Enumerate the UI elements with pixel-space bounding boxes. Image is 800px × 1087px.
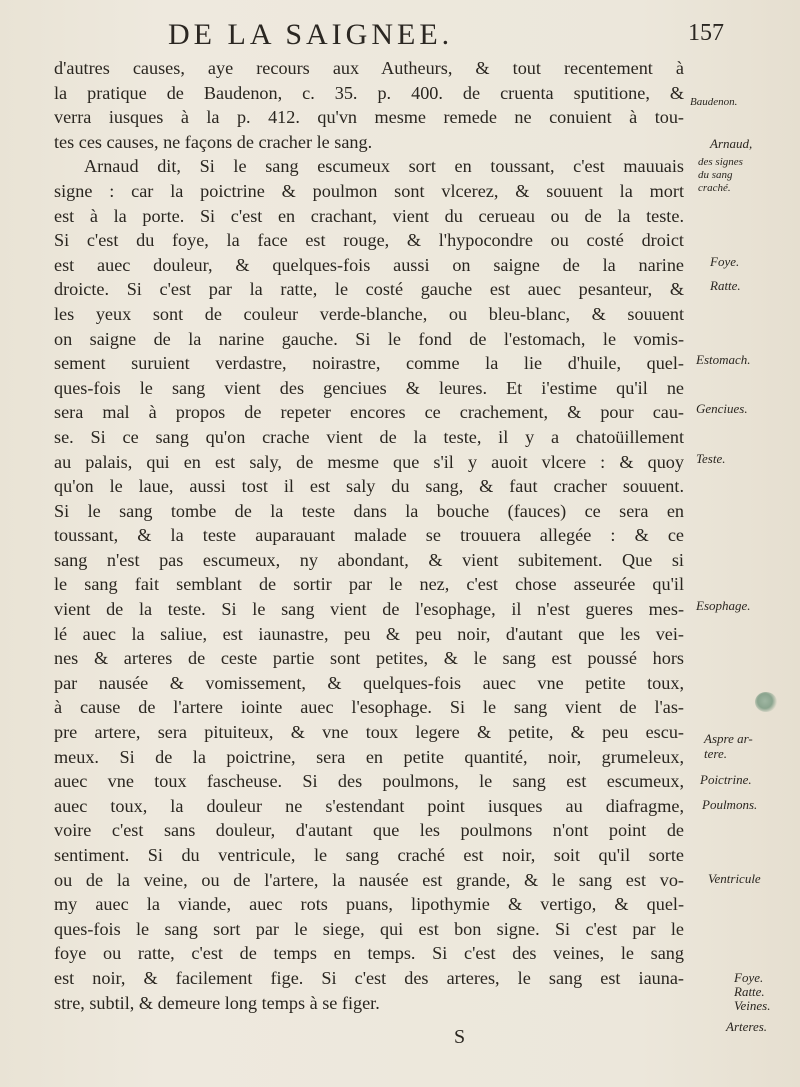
text-line: sement suruient verdastre, noirastre, comme la lie d'huile, quel- — [54, 353, 684, 374]
text-line: les yeux sont de couleur verde-blanche, ou bleu-blanc, & souuent — [54, 303, 684, 324]
marginal-note: Foye. — [710, 254, 740, 269]
page-header — [0, 14, 800, 54]
text-line: ques-fois le sang sort par le siege, qui est bon signe. Si c'est par le — [54, 918, 684, 939]
text-line: Si le sang tombe de la teste dans la bouche (fauces) ce sera en — [54, 500, 684, 521]
text-line: toussant, & la teste auparauant malade se trouuera allegée : & ce — [54, 525, 684, 546]
marginal-note: Arteres. — [726, 1019, 768, 1034]
running-title: DE LA SAIGNEE. — [168, 18, 454, 51]
text-line: la pratique de Baudenon, c. 35. p. 400. de cruenta sputitione, & — [54, 82, 684, 103]
text-line: my auec la viande, auec rots puans, lipothymie & vertigo, & quel- — [54, 894, 684, 915]
text-line: stre, subtil, & demeure long temps à se figer. — [54, 992, 380, 1013]
text-line: verra iusques à la p. 412. qu'vn mesme remede ne conuient à tou- — [54, 107, 684, 128]
ink-stain — [755, 692, 777, 712]
text-line: ques-fois le sang vient des genciues & leures. Et i'estime qu'il ne — [54, 377, 684, 398]
text-line: au palais, qui en est saly, de mesme que s'il y auoit vlcere : & quoy — [54, 451, 684, 472]
text-line: se. Si ce sang qu'on crache vient de la teste, il y a chatoüillement — [54, 426, 684, 447]
text-line: ou de la veine, ou de l'artere, la nausée est grande, & le sang est vo- — [54, 869, 684, 890]
signature-mark: S — [454, 1026, 466, 1048]
text-line: on saigne de la narine gauche. Si le fond de l'estomach, le vomis- — [54, 328, 684, 349]
marginal-note: Ventricule — [708, 871, 761, 886]
marginal-note: Ratte. — [710, 278, 741, 293]
marginal-note: du sang — [698, 169, 733, 181]
text-line: lé auec la saliue, est iaunastre, peu & peu noir, d'autant que les vei- — [54, 623, 684, 644]
text-line: est à la porte. Si c'est en crachant, vient du cerueau ou de la teste. — [54, 205, 684, 226]
page-number: 157 — [688, 20, 724, 46]
text-line: droicte. Si c'est par la ratte, le costé gauche est auec pesanteur, & — [54, 279, 684, 300]
text-line: foye ou ratte, c'est de temps en temps. Si c'est des veines, le sang — [54, 943, 684, 964]
text-line: voire c'est sans douleur, d'autant que les poulmons n'ont point de — [54, 820, 684, 841]
text-line: sentiment. Si du ventricule, le sang craché est noir, soit qu'il sorte — [54, 845, 684, 865]
text-line: qu'on le laue, aussi tost il est saly du sang, & faut cracher souuent. — [54, 476, 684, 497]
text-line: d'autres causes, aye recours aux Autheurs, & tout recentement à — [54, 58, 684, 78]
marginal-note: craché. — [698, 182, 731, 194]
text-line: est auec douleur, & quelques-fois aussi on saigne de la narine — [54, 254, 684, 275]
marginal-note: Teste. — [696, 451, 726, 466]
text-line: Si c'est du foye, la face est rouge, & l'hypocondre ou costé droict — [54, 230, 684, 251]
marginal-note: Ratte. — [734, 984, 765, 999]
text-line: meux. Si de la poictrine, sera en petite quantité, noir, grumeleux, — [54, 746, 684, 767]
text-line: signe : car la poictrine & poulmon sont vlcerez, & souuent la mort — [54, 180, 684, 201]
text-line: à cause de l'artere iointe auec l'esophage. Si le sang vient de l'as- — [54, 697, 684, 718]
marginal-note: Poulmons. — [702, 797, 758, 812]
marginal-note: Baudenon. — [690, 96, 738, 108]
text-line: le sang fait semblant de sortir par le nez, c'est chose asseurée qu'il — [54, 574, 684, 595]
marginal-note: Estomach. — [696, 352, 751, 367]
marginal-note: tere. — [704, 746, 727, 761]
marginal-note: Foye. — [734, 970, 764, 985]
text-line: par nausée & vomissement, & quelques-fois auec vne petite toux, — [54, 672, 684, 693]
text-line: pre artere, sera pituiteux, & vne toux legere & petite, & peu escu- — [54, 722, 684, 743]
marginal-note: Arnaud, — [710, 136, 753, 151]
text-line: sera mal à propos de repeter encores ce crachement, & pour cau- — [54, 402, 684, 423]
marginal-note: Veines. — [734, 998, 771, 1013]
marginal-note: Esophage. — [696, 598, 751, 613]
text-line: Arnaud dit, Si le sang escumeux sort en toussant, c'est mauuais — [84, 156, 684, 177]
text-line: auec vne toux fascheuse. Si des poulmons, le sang est escumeux, — [54, 771, 684, 792]
marginal-note: des signes — [698, 156, 743, 168]
body-text — [54, 56, 684, 1015]
text-line: tes ces causes, ne façons de cracher le sang. — [54, 131, 373, 152]
text-line: sang n'est pas escumeux, ny abondant, & vient subitement. Que si — [54, 549, 684, 570]
marginal-note: Poictrine. — [700, 772, 752, 787]
marginal-note: Aspre ar- — [704, 731, 753, 746]
text-line: auec toux, la douleur ne s'estendant point iusques au diafragme, — [54, 795, 684, 816]
text-line: vient de la teste. Si le sang vient de l'esophage, il n'est gueres mes- — [54, 599, 684, 620]
marginal-note: Genciues. — [696, 401, 748, 416]
text-line: nes & arteres de ceste partie sont petites, & le sang est poussé hors — [54, 648, 684, 669]
text-line: est noir, & facilement fige. Si c'est des arteres, le sang est iauna- — [54, 967, 684, 988]
